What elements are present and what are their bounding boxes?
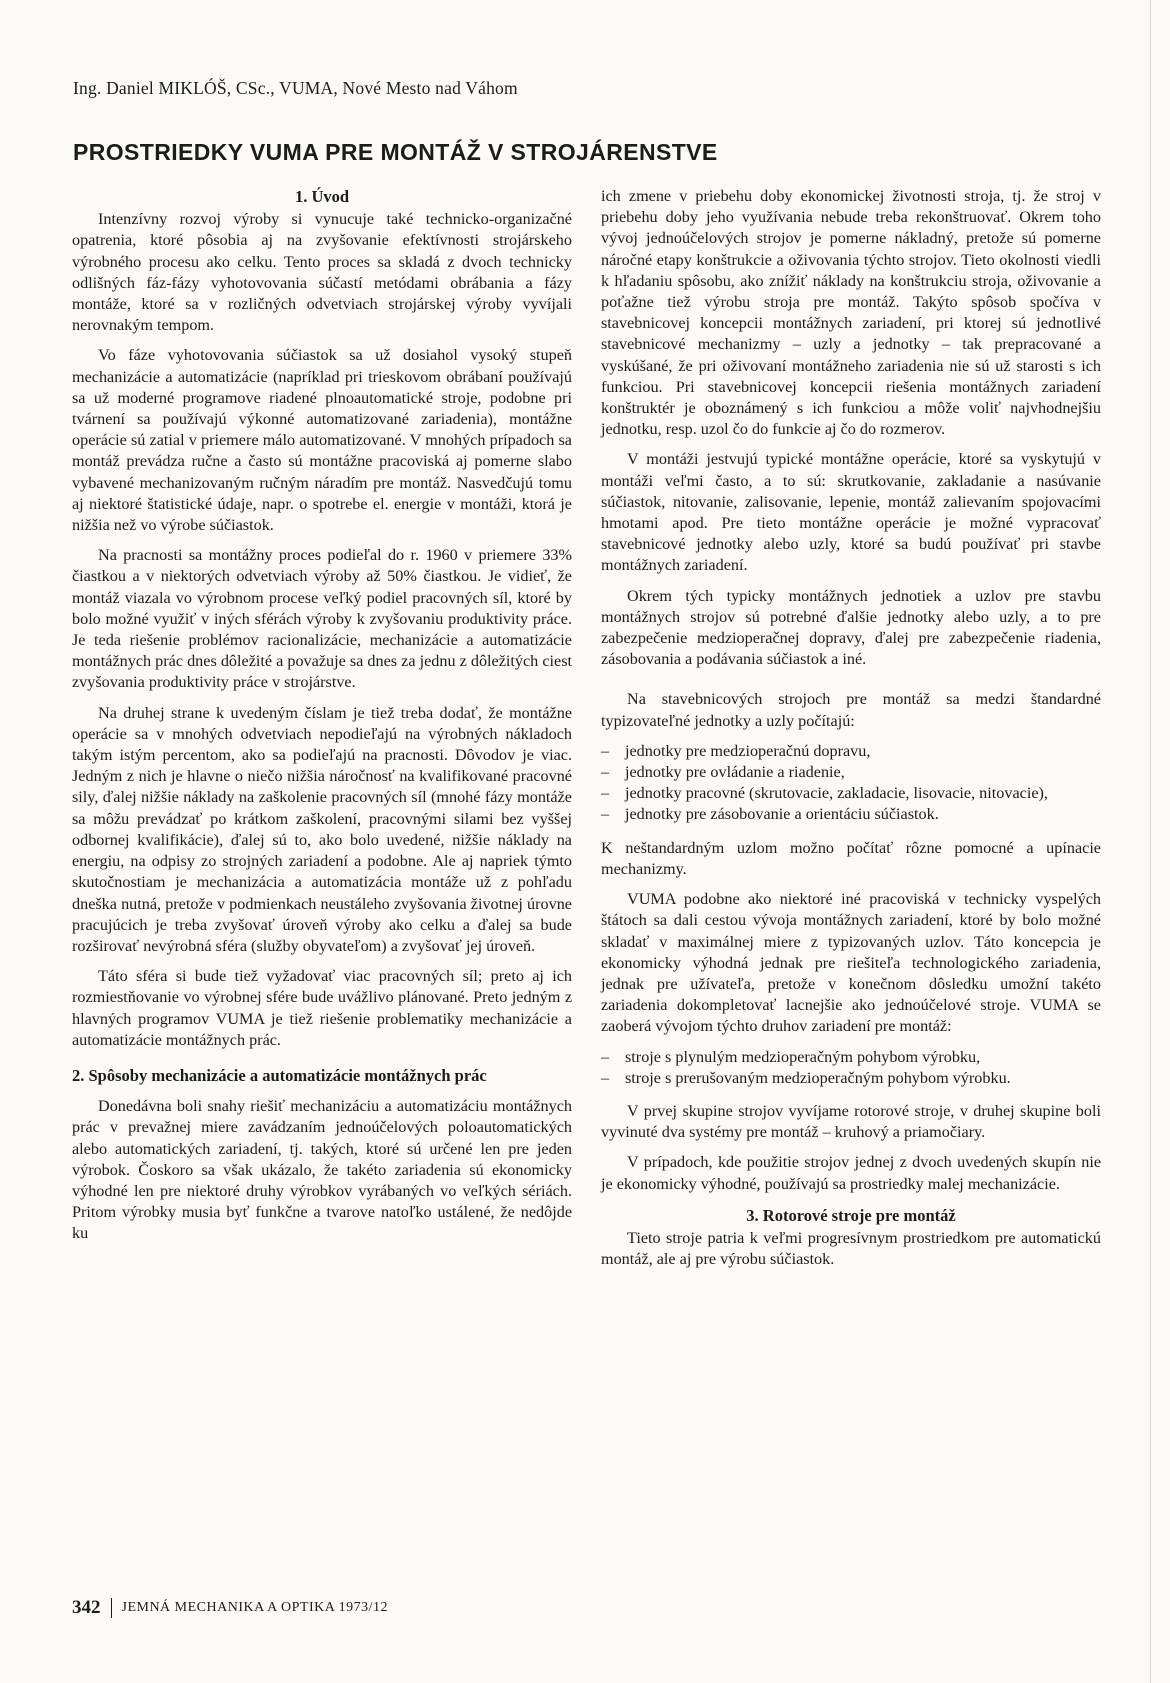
paragraph: Na druhej strane k uvedeným číslam je tiež treba dodať, že montážne operácie sa v mnohých odvetviach nepodieľajú na výrobných nákladoch takým istým percentom, ako sa podieľajú na pracnosti. Dôvodov je viac. Jedným z nich je hlavne o niečo nižšia náročnosť na kvalifikované pracovné sily, ďalej nižšie náklady na zaškolenie pracovných síl (mnohé fázy montáže sa môžu prevádzať po krátkom zaškolení, pracovnými silami bez vyššej odbornej kvalifikácie), ďalej sú to, ako bolo uvedené, nižšie náklady na energiu, na odpisy zo strojných zariadení a podobne. Ale aj napriek týmto skutočnostiam je mechanizácia a automatizácia montáže už z pohľadu dneška nutná, pretože v podmienkach neustáleho zvyšovania životnej úrovne pracujúcich je treba zvyšovať úroveň výroby ako celku a ďalej sa bude rozširovať nevýrobná sféra (služby obyvateľom) a zvyšovať jej úroveň. (72, 703, 572, 955)
machine-types-list (601, 1047, 1101, 1089)
list-item: – stroje s plynulým medzioperačným pohybom výrobku, (601, 1047, 1101, 1068)
paragraph-continued: ich zmene v priebehu doby ekonomickej životnosti stroja, tj. že stroj v priebehu doby jeho využívania nebude treba rekonštruovať. Okrem toho vývoj jednoúčelových strojov je pomerne nákladný, pretože sú pomerne náročné etapy konštrukcie a oživovania týchto strojov. Tieto okolnosti viedli k hľadaniu spôsobu, ako znížiť náklady na konštrukciu stroja, oživovanie a poťažne tiež výrobu stroja pre montáž. Takýto spôsob spočíva v stavebnicovej koncepcii montážnych zariadení, pri ktorej sú jednotlivé stavebnicové mechanizmy – uzly a jednotky – tak prepracované a vyskúšané, že pri oživovaní montážneho zariadenia nie sú už starosti s ich funkciou. Pri stavebnicovej koncepcii riešenia montážnych zariadení konštruktér je oboznámený s ich funkciou a môže voliť najvhodnejšiu jednotku, resp. uzol čo do funkcie aj čo do rozmerov. (601, 187, 1101, 439)
list-item: – jednotky pre zásobovanie a orientáciu súčiastok. (601, 804, 1101, 825)
paragraph: V montáži jestvujú typické montážne operácie, ktoré sa vyskytujú v montáži veľmi často, a to sú: skrutkovanie, zakladanie a nasúvanie súčiastok, nitovanie, zalisovanie, lepenie, montáž zalievaním spojovacími hmotami apod. Pre tieto montážne operácie je možné vypracovať stavebnicové jednotky alebo uzly, ktoré sa budú používať pri stavbe montážnych zariadení. (601, 450, 1101, 575)
page-edge-line (1150, 0, 1151, 1683)
paragraph: Vo fáze vyhotovovania súčiastok sa už dosiahol vysoký stupeň mechanizácie a automatizácie (napríklad pri trieskovom obrábaní používajú sa už moderné programove riadené plnoautomatické stroje, podobne pri tvárnení sa používajú výkonné automatizované zariadenia), montážne operácie sú zatial v priemere málo automatizované. V mnohých prípadoch sa montáž prevádza ručne a často sú montážne pracoviská aj pomerne slabo vybavené mechanizovaným ručným náradím pre montáž. Nasvedčujú tomu aj niektoré štatistické údaje, napr. o spotrebe el. energie v montáži, ktorá je nižšia než vo výrobe súčiastok. (72, 346, 572, 535)
journal-name: JEMNÁ MECHANIKA A OPTIKA 1973/12 (121, 1600, 388, 1615)
list-item: – jednotky pre medzioperačnú dopravu, (601, 741, 1101, 762)
paragraph: Donedávna boli snahy riešiť mechanizáciu a automatizáciu montážnych prác v prevažnej miere zavádzaním jednoúčelových poloautomatických alebo automatických zariadení, tj. takých, ktoré sú určené len pre jeden výrobok. Čoskoro sa však ukázalo, že takéto zariadenia sú ekonomicky výhodné len pre niektoré druhy výrobkov vyrábaných vo veľkých sériách. Pritom výrobky musia byť funkčne a tvarove natoľko ustálené, že nedôjde ku (72, 1097, 572, 1243)
paragraph: Intenzívny rozvoj výroby si vynucuje také technicko-organizačné opatrenia, ktoré pôsobia aj na zvyšovanie efektívnosti strojárskeho výrobného procesu ako celku. Tento proces sa skladá z dvoch technicky odlišných fáz-fázy vyhotovovania súčastí metódami obrábania a fázy montáže, ktoré sa v rozličných odvetviach strojárskej výroby vyvíjali nerovnakým tempom. (72, 210, 572, 335)
page-footer (72, 1597, 388, 1619)
article-title: PROSTRIEDKY VUMA PRE MONTÁŽ V STROJÁRENSTVE (73, 139, 718, 165)
list-item: – stroje s prerušovaným medzioperačným pohybom výrobku. (601, 1068, 1101, 1089)
paragraph: Táto sféra si bude tiež vyžadovať viac pracovných síl; preto aj ich rozmiestňovanie vo výrobnej sfére bude uvážlivo plánované. Preto jedným z hlavných programov VUMA je tiež riešenie problematiky mechanizácie a automatizácie montážnych prác. (72, 967, 572, 1049)
paragraph: VUMA podobne ako niektoré iné pracoviská v technicky vyspelých štátoch sa dali cestou vývoja montážnych zariadení, ktoré by bolo možné skladať v maximálnej miere z typizovaných uzlov. Táto koncepcia je ekonomicky výhodná jednak pre riešiteľa technologického zariadenia, jednak pre užívateľa, pretože v konečnom dôsledku umožní takéto zariadenia dokompletovať lacnejšie ako jednoúčelové stroje. VUMA se zaoberá vývojom týchto druhov zariadení pre montáž: (601, 890, 1101, 1036)
section-heading-methods: 2. Spôsoby mechanizácie a automatizácie montážnych prác (72, 1065, 487, 1085)
paragraph: Na pracnosti sa montážny proces podieľal do r. 1960 v priemere 33% čiastkou a v niektorých odvetviach výroby až 50% čiastkou. Je vidieť, že montáž viazala vo výrobnom procese veľký podiel pracovných síl, ktoré by bolo možné využiť v iných sférách výroby k zvyšovaniu produktivity práce. Je teda riešenie problémov racionalizácie, mechanizácie a automatizácie montážnych prác dnes dôležité a považuje sa dnes za jednu z dôležitých ciest zvyšovania produktivity práce v strojárstve. (72, 546, 572, 692)
paragraph: V prvej skupine strojov vyvíjame rotorové stroje, v druhej skupine boli vyvinuté dva systémy pre montáž – kruhový a priamočiary. (601, 1101, 1101, 1142)
list-item: – jednotky pre ovládanie a riadenie, (601, 762, 1101, 783)
paragraph: Okrem tých typicky montážnych jednotiek a uzlov pre stavbu montážnych strojov sú potrebné ďalšie jednotky alebo uzly, a to pre zabezpečenie medzioperačnej dopravy, ďalej pre zabezpečenie riadenia, zásobovania a podávania súčiastok a iné. (601, 586, 1101, 669)
paragraph: Na stavebnicových strojoch pre montáž sa medzi štandardné typizovateľné jednotky a uzly počítajú: (601, 690, 1101, 730)
unit-list (601, 741, 1101, 826)
section-heading-rotor-machines: 3. Rotorové stroje pre montáž (746, 1205, 956, 1225)
section-heading-intro: 1. Úvod (294, 187, 350, 206)
paragraph: V prípadoch, kde použitie strojov jednej z dvoch uvedených skupín nie je ekonomicky výhodné, používajú sa prostriedky malej mechanizácie. (601, 1153, 1101, 1193)
spacer (601, 679, 1101, 689)
paragraph: Tieto stroje patria k veľmi progresívnym prostriedkom pre automatickú montáž, ale aj pre výrobu súčiastok. (601, 1228, 1101, 1269)
author-byline: Ing. Daniel MIKLÓŠ, CSc., VUMA, Nové Mesto nad Váhom (73, 78, 518, 98)
footer-divider (111, 1598, 112, 1618)
paragraph: K neštandardným uzlom možno počítať rôzne pomocné a upínacie mechanizmy. (601, 838, 1101, 878)
right-column (601, 186, 1101, 1279)
list-item: – jednotky pracovné (skrutovacie, zakladacie, lisovacie, nitovacie), (601, 783, 1101, 804)
page-number: 342 (72, 1597, 101, 1618)
left-column (72, 186, 572, 1254)
